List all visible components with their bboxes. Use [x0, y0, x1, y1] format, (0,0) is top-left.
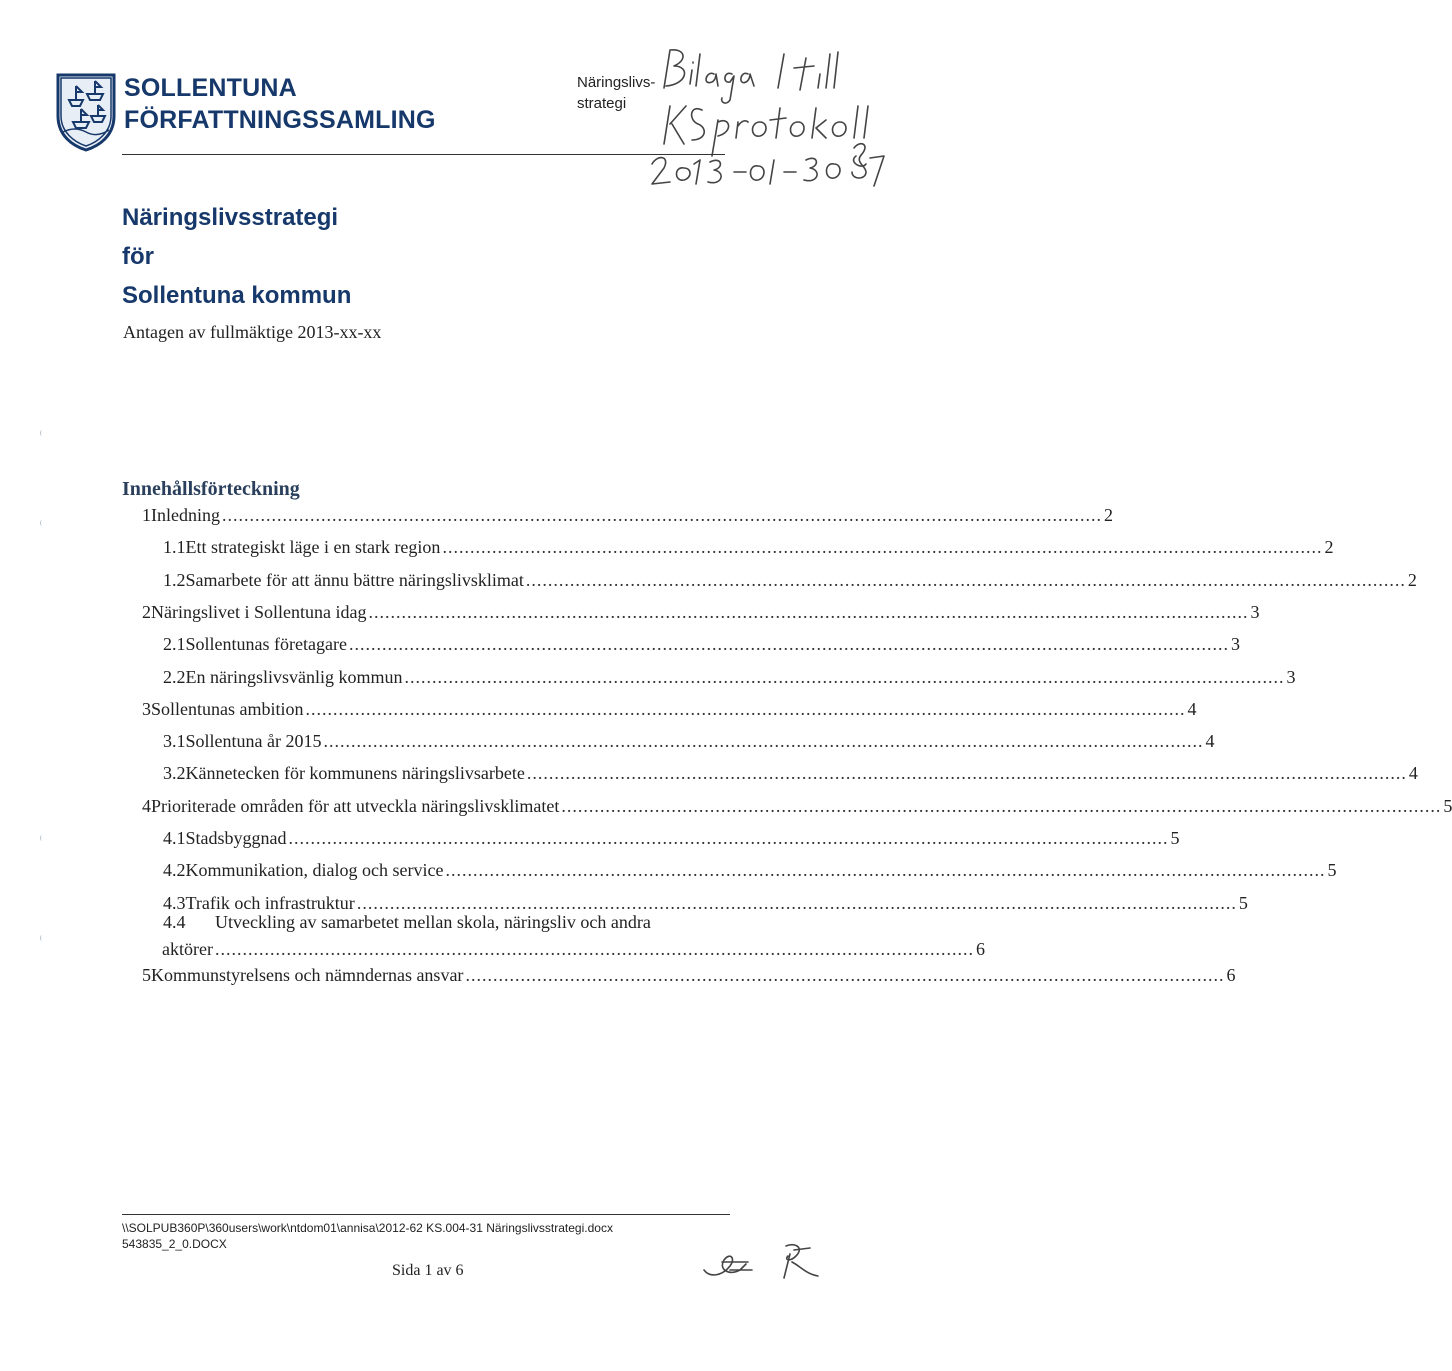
toc-entry-number: 2.2	[163, 666, 186, 687]
toc-entry	[163, 569, 1417, 598]
adoption-note: Antagen av fullmäktige 2013-xx-xx	[123, 322, 382, 342]
toc-leader-dots: ................................................................................................................................................................	[323, 731, 1204, 752]
toc-entry-title: Inledning	[151, 505, 220, 525]
toc-entry-page: 2	[1104, 505, 1113, 525]
toc-entry-number: 4.3	[163, 892, 186, 913]
toc-entry-title: Sollentuna år 2015	[185, 731, 322, 752]
document-type-line2: strategi	[577, 95, 627, 112]
toc-entry-title-line2: aktörer	[162, 939, 213, 959]
toc-entry-number: 4	[142, 795, 151, 816]
toc-entry-wrapped	[162, 912, 985, 960]
scan-mark	[40, 430, 44, 436]
toc-leader-dots: ................................................................................................................................................................	[561, 795, 1442, 816]
toc-entry-number: 1	[142, 505, 151, 525]
toc-entry	[142, 795, 1452, 824]
document-title-line2: för	[122, 243, 154, 270]
footer-divider	[122, 1214, 730, 1215]
toc-entry-page: 6	[1226, 965, 1236, 985]
organization-name-line1: SOLLENTUNA	[124, 74, 297, 102]
toc-entry-number: 4.1	[163, 828, 186, 848]
toc-entry-number: 3.1	[163, 731, 186, 752]
toc-entry-title: Prioriterade områden för att utveckla näringslivsklimatet	[151, 795, 560, 816]
toc-entry-page: 5	[1238, 892, 1248, 913]
toc-entry	[163, 537, 1334, 565]
toc-entry-page: 3	[1286, 666, 1296, 687]
toc-entry	[163, 763, 1418, 791]
toc-leader-dots: ................................................................................................................................................................	[305, 698, 1186, 719]
toc-entry	[142, 505, 1113, 533]
toc-entry-number: 2	[142, 601, 151, 622]
toc-entry-title: En näringslivsvänlig kommun	[185, 666, 403, 687]
toc-heading: Innehållsförteckning	[122, 478, 300, 500]
toc-entry-number: 1.1	[163, 537, 186, 558]
toc-entry	[142, 698, 1197, 727]
toc-leader-dots: ................................................................................................................................................................	[404, 666, 1285, 687]
municipal-crest-icon	[55, 72, 117, 152]
document-title-line3: Sollentuna kommun	[122, 282, 352, 309]
toc-entry-number: 5	[142, 965, 151, 985]
handwritten-initials-icon	[700, 1240, 830, 1285]
toc-entry-title: Sollentunas företagare	[185, 634, 347, 655]
toc-entry-number: 1.2	[163, 569, 186, 590]
scan-mark	[40, 520, 44, 526]
page-number: Sida 1 av 6	[392, 1262, 464, 1279]
toc-entry-page: 5	[1327, 860, 1337, 881]
scan-mark	[40, 935, 44, 941]
toc-entry-number: 4.2	[163, 860, 186, 881]
toc-entry-page: 2	[1407, 569, 1417, 590]
toc-entry-page: 3	[1250, 601, 1260, 622]
toc-entry	[142, 601, 1260, 630]
toc-entry-page: 2	[1324, 537, 1334, 558]
toc-leader-dots: ..........................................................................................................................................	[465, 965, 1225, 985]
toc-entry-page: 3	[1230, 634, 1240, 655]
toc-entry	[163, 634, 1240, 662]
toc-leader-dots: ................................................................................................................................................................	[348, 634, 1229, 655]
toc-leader-dots: ..........................................................................................................................................	[214, 939, 974, 959]
toc-entry-page: 4	[1205, 731, 1215, 752]
toc-entry-last	[142, 965, 1236, 993]
toc-entry-title: Trafik och infrastruktur	[185, 892, 355, 913]
toc-entry-number: 2.1	[163, 634, 186, 655]
toc-leader-dots: ................................................................................................................................................................	[526, 763, 1407, 784]
organization-name-line2: FÖRFATTNINGSSAMLING	[124, 106, 436, 134]
handwritten-annotation-icon	[630, 40, 890, 200]
toc-entry-title-line1: Utveckling av samarbetet mellan skola, näringsliv och andra	[215, 912, 651, 932]
header-divider	[122, 154, 725, 155]
toc-entry-title: Kommunikation, dialog och service	[185, 860, 444, 881]
toc-entry-title: Samarbete för att ännu bättre näringslivsklimat	[185, 569, 524, 590]
toc-entry	[163, 860, 1337, 888]
toc-leader-dots: ................................................................................................................................................................	[288, 828, 1169, 848]
toc-entry-page: 4	[1187, 698, 1197, 719]
toc-leader-dots: ................................................................................................................................................................	[525, 569, 1406, 590]
toc-leader-dots: ................................................................................................................................................................	[442, 537, 1323, 558]
scan-mark	[40, 835, 44, 841]
toc-entry-title: Kommunstyrelsens och nämndernas ansvar	[151, 965, 464, 985]
toc-entry-title: Näringslivet i Sollentuna idag	[151, 601, 367, 622]
toc-leader-dots: ................................................................................................................................................................	[368, 601, 1249, 622]
toc-entry-title: Stadsbyggnad	[185, 828, 287, 848]
document-type-line1: Näringslivs-	[577, 74, 656, 91]
toc-entry	[163, 666, 1296, 695]
toc-entry-number: 3.2	[163, 763, 186, 784]
toc-entry-page: 5	[1170, 828, 1180, 848]
file-path: \\SOLPUB360P\360users\work\ntdom01\annisa\2012-62 KS.004-31 Näringslivsstrategi.docx	[122, 1221, 613, 1235]
document-title-line1: Näringslivsstrategi	[122, 204, 339, 231]
toc-entry-page: 5	[1443, 795, 1452, 816]
toc-entry-number: 3	[142, 698, 151, 719]
toc-leader-dots: ................................................................................................................................................................	[222, 505, 1102, 525]
toc-entry-page: 4	[1408, 763, 1418, 784]
toc-entry-title: Ett strategiskt läge i en stark region	[185, 537, 441, 558]
document-id: 543835_2_0.DOCX	[122, 1237, 227, 1251]
toc-entry-page: 6	[975, 939, 985, 959]
toc-leader-dots: ................................................................................................................................................................	[445, 860, 1326, 881]
toc-entry	[163, 828, 1180, 856]
toc-leader-dots: ................................................................................................................................................................	[356, 892, 1237, 913]
toc-entry	[163, 731, 1215, 759]
toc-entry-title: Sollentunas ambition	[151, 698, 304, 719]
toc-entry-title: Kännetecken för kommunens näringslivsarbete	[185, 763, 525, 784]
toc-entry-number: 4.4	[163, 912, 186, 932]
